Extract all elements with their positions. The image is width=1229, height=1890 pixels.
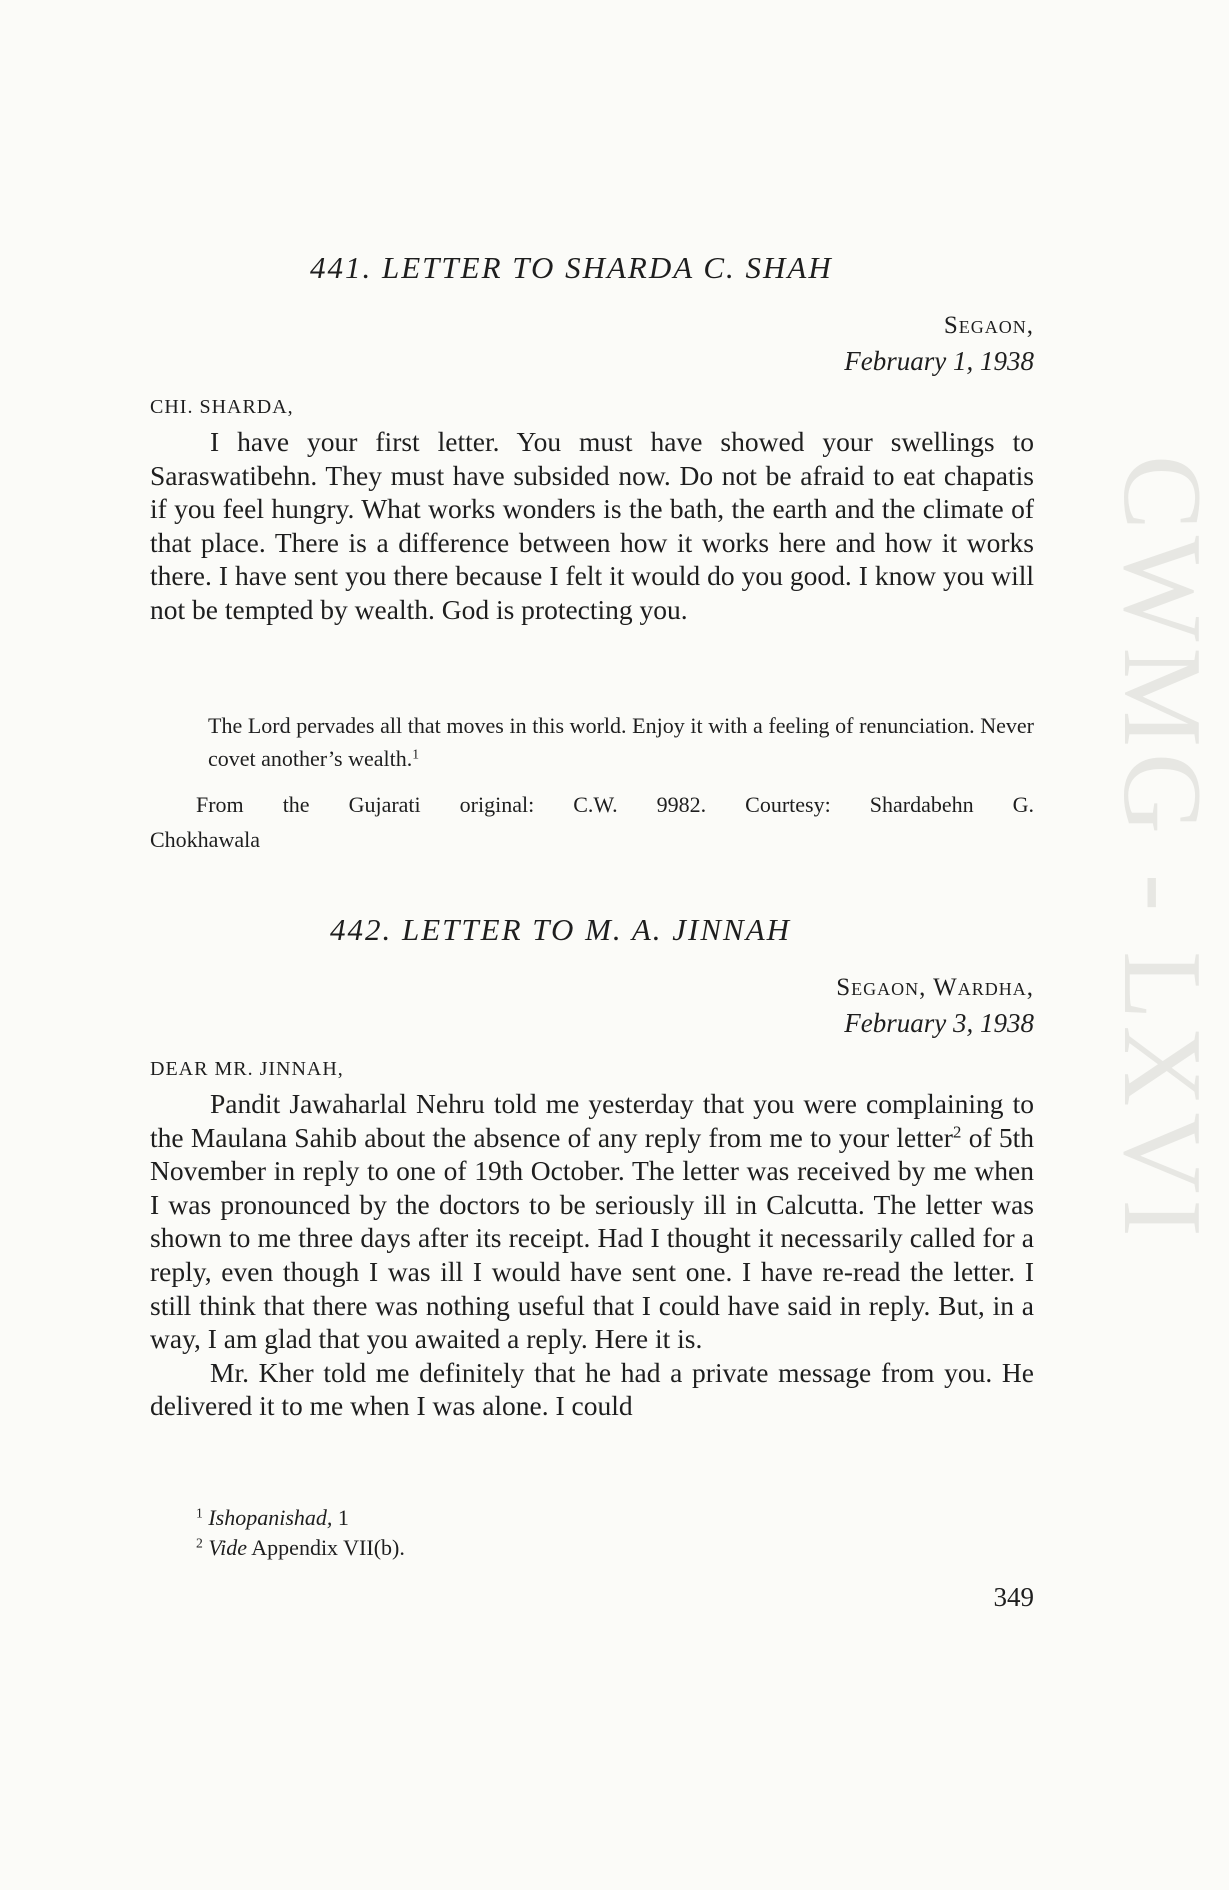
footnote-1 xyxy=(196,1505,349,1531)
salutation-442: DEAR MR. JINNAH, xyxy=(150,1058,344,1080)
letter-place-442: Segaon, Wardha, xyxy=(836,974,1034,1001)
source-line: Chokhawala xyxy=(150,827,260,852)
letter-date-442: February 3, 1938 xyxy=(844,1008,1034,1038)
quote-text: The Lord pervades all that moves in this world. Enjoy it with a feeling of renunciation. Never covet another’s wealth. xyxy=(208,713,1034,771)
page-number: 349 xyxy=(993,1582,1034,1612)
source-line: From the Gujarati original: C.W. 9982. Courtesy: Shardabehn G. xyxy=(196,792,1034,817)
footnote-ref: 1 xyxy=(412,746,420,762)
body-paragraph: I have your first letter. You must have showed your swellings to Saraswatibehn. They must have subsided now. Do not be afraid to eat chapatis if you feel hungry. What works wonders is the bath, the earth and the climate of that place. There is a difference between how it works here and how it works there. I have sent you there because I felt it would do you good. I know you will not be tempted by wealth. God is protecting you. xyxy=(150,426,1034,625)
footnote-2 xyxy=(196,1535,405,1561)
body-paragraph xyxy=(150,1087,1034,1356)
watermark: CWMG - LXVI xyxy=(1100,455,1224,1243)
footnote-mark: 1 xyxy=(196,1505,203,1521)
letter-body-441 xyxy=(150,425,1034,627)
paragraph-text: of 5th November in reply to one of 19th October. The letter was received by me when I was pronounced by the doctors to be seriously ill in Calcutta. The letter was shown to me three days after its receipt. Had I thought it necessarily called for a reply, even though I was ill I would have sent one. I have re-read the letter. I still think that there was nothing useful that I could have said in reply. But, in a way, I am glad that you awaited a reply. Here it is. xyxy=(150,1121,1034,1355)
letter-heading-441: 441. LETTER TO SHARDA C. SHAH xyxy=(310,250,833,285)
letter-date-441: February 1, 1938 xyxy=(844,346,1034,376)
letter-heading-442: 442. LETTER TO M. A. JINNAH xyxy=(330,912,792,947)
body-paragraph: Mr. Kher told me definitely that he had a private message from you. He delivered it to me when I was alone. I could xyxy=(150,1356,1034,1422)
letter-place-441: Segaon, xyxy=(943,312,1034,339)
letter-body-442 xyxy=(150,1087,1034,1423)
paragraph-text: Pandit Jawaharlal Nehru told me yesterday that you were complaining to the Maulana Sahib about the absence of any reply from me to your letter xyxy=(150,1088,1034,1153)
source-note-441 xyxy=(150,787,1034,857)
footnote-italic: Ishopanishad, xyxy=(208,1505,333,1530)
footnote-text: Appendix VII(b). xyxy=(247,1535,405,1560)
footnote-text: 1 xyxy=(332,1505,349,1530)
footnote-italic: Vide xyxy=(208,1535,247,1560)
scripture-quote xyxy=(208,709,1034,775)
footnote-mark: 2 xyxy=(196,1535,203,1551)
footnote-ref: 2 xyxy=(952,1122,962,1142)
salutation-441: CHI. SHARDA, xyxy=(150,396,294,418)
